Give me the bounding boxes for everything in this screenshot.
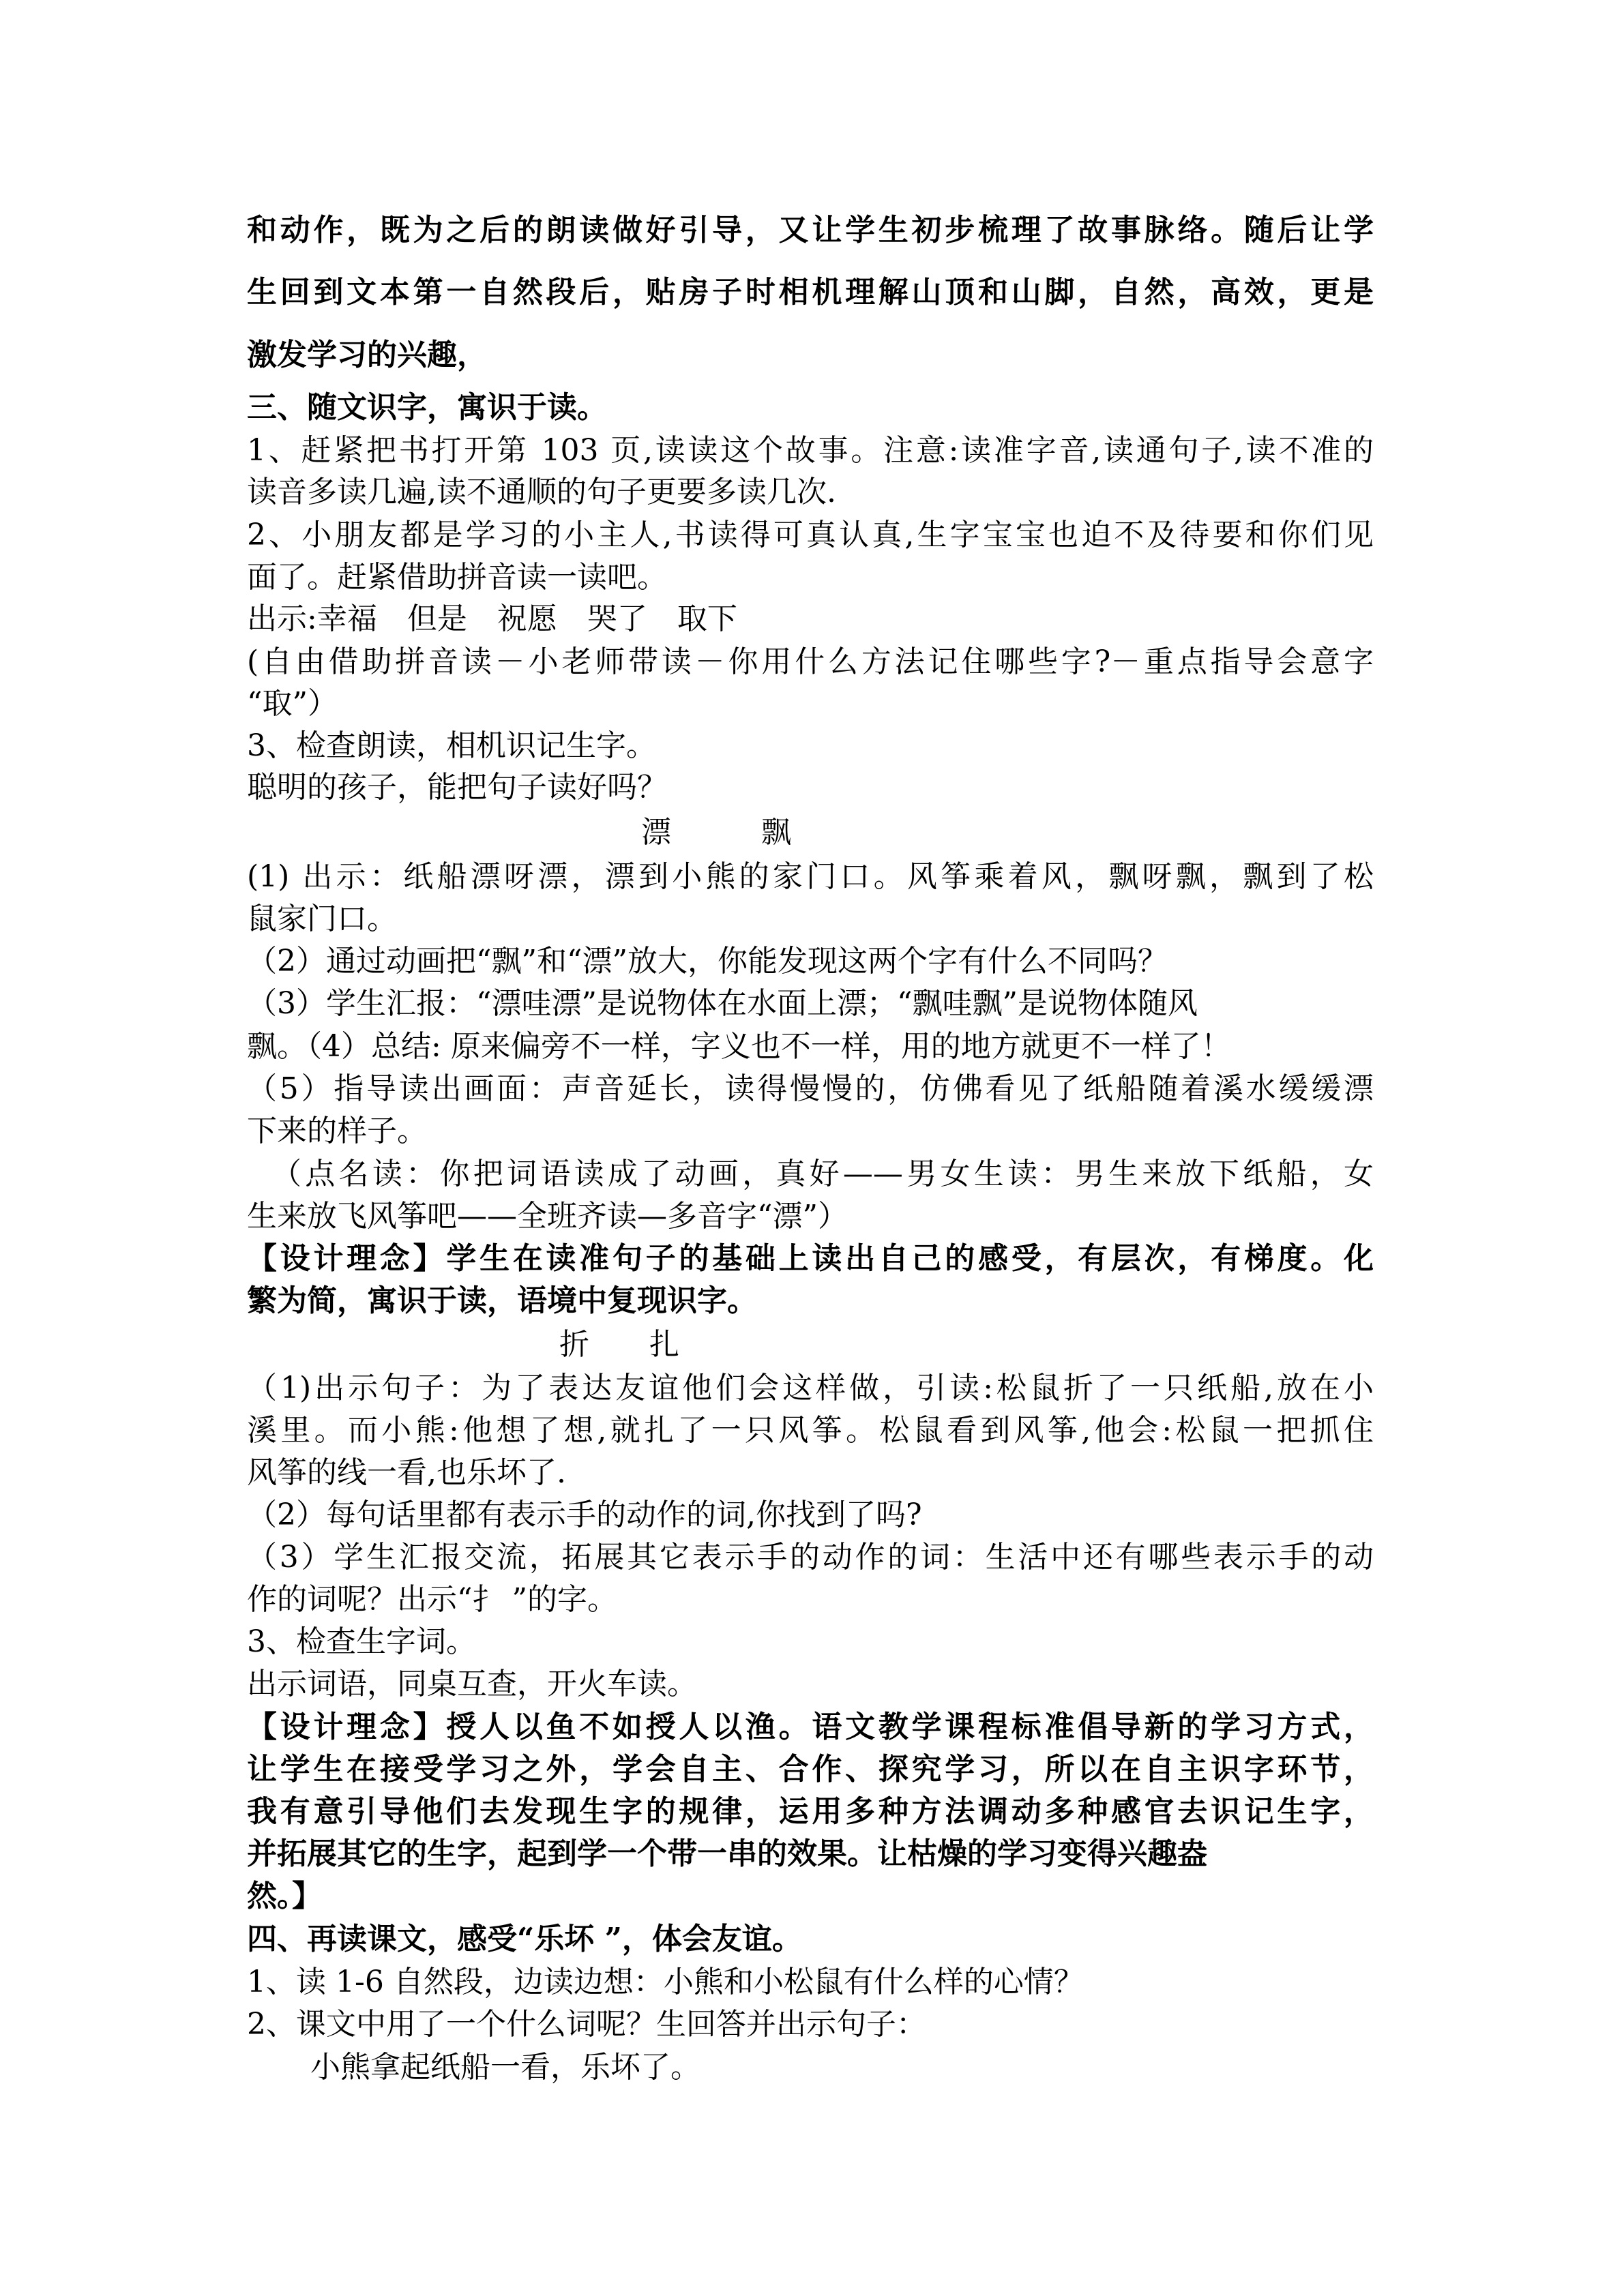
section-heading: 三、随文识字，寓识于读。	[247, 390, 607, 425]
paragraph-line: “取”）	[247, 686, 338, 721]
paragraph-line: （3）学生汇报：“漂哇漂”是说物体在水面上漂；“飘哇飘”是说物体随风	[247, 986, 1198, 1021]
design-note-line: 然。】	[247, 1879, 322, 1913]
design-note-line: 我有意引导他们去发现生字的规律，运用多种方法调动多种感官去识记生字，	[247, 1794, 1374, 1829]
quoted-sentence: 小熊拿起纸船一看，乐坏了。	[310, 2050, 700, 2085]
character-pair: 折 扎	[559, 1327, 679, 1362]
paragraph-line: 出示词语，同桌互查，开火车读。	[247, 1667, 697, 1701]
paragraph-line: (1) 出示：纸船漂呀漂，漂到小熊的家门口。风筝乘着风，飘呀飘，飘到了松	[247, 859, 1374, 894]
design-note-line: 并拓展其它的生字，起到学一个带一串的效果。让枯燥的学习变得兴趣盎	[247, 1836, 1207, 1871]
paragraph-line: （5）指导读出画面：声音延长，读得慢慢的，仿佛看见了纸船随着溪水缓缓漂	[247, 1071, 1374, 1106]
design-note-line: 【设计理念】授人以鱼不如授人以渔。语文教学课程标准倡导新的学习方式，	[247, 1710, 1374, 1744]
design-note-line: 繁为简，寓识于读，语境中复现识字。	[247, 1283, 757, 1318]
paragraph-line: 鼠家门口。	[247, 901, 397, 936]
paragraph-line: 1、赶紧把书打开第 103 页,读读这个故事。注意:读准字音,读通句子,读不准的	[247, 433, 1374, 468]
paragraph-line: （2）每句话里都有表示手的动作的词,你找到了吗?	[247, 1497, 922, 1532]
paragraph-line: 风筝的线一看,也乐坏了.	[247, 1455, 566, 1490]
paragraph-line: 溪里。而小熊:他想了想,就扎了一只风筝。松鼠看到风筝,他会:松鼠一把抓住	[247, 1413, 1374, 1448]
character-pair: 漂 飘	[641, 815, 791, 850]
paragraph-line: 3、检查朗读，相机识记生字。	[247, 728, 656, 763]
paragraph-line: （1)出示句子：为了表达友谊他们会这样做，引读:松鼠折了一只纸船,放在小	[247, 1371, 1374, 1405]
design-note-line: 让学生在接受学习之外，学会自主、合作、探究学习，所以在自主识字环节，	[247, 1752, 1374, 1787]
design-note-line: 【设计理念】学生在读准句子的基础上读出自己的感受，有层次，有梯度。化	[247, 1241, 1374, 1276]
paragraph-line: 下来的样子。	[247, 1114, 427, 1148]
paragraph-line: (自由借助拼音读－小老师带读－你用什么方法记住哪些字?－重点指导会意字	[247, 644, 1374, 679]
paragraph-line: （点名读：你把词语读成了动画，真好——男女生读：男生来放下纸船，女	[271, 1157, 1374, 1191]
paragraph-line: 聪明的孩子，能把句子读好吗？	[247, 770, 667, 805]
section-heading: 四、再读课文，感受“乐坏 ”，体会友谊。	[247, 1922, 802, 1956]
paragraph-line: 生回到文本第一自然段后，贴房子时相机理解山顶和山脚，自然，高效，更是	[247, 275, 1374, 310]
paragraph-line: 2、课文中用了一个什么词呢？生回答并出示句子：	[247, 2007, 926, 2042]
paragraph-line: 作的词呢？出示“扌 ”的字。	[247, 1582, 617, 1617]
paragraph-line: 出示:幸福 但是 祝愿 哭了 取下	[247, 601, 737, 636]
paragraph-line: （2）通过动画把“飘”和“漂”放大，你能发现这两个字有什么不同吗？	[247, 944, 1168, 979]
paragraph-line: （3）学生汇报交流，拓展其它表示手的动作的词：生活中还有哪些表示手的动	[247, 1540, 1374, 1575]
paragraph-line: 2、小朋友都是学习的小主人,书读得可真认真,生字宝宝也迫不及待要和你们见	[247, 518, 1374, 552]
paragraph-line: 读音多读几遍,读不通顺的句子更要多读几次.	[247, 475, 836, 509]
paragraph-line: 面了。赶紧借助拼音读一读吧。	[247, 560, 667, 595]
paragraph-line: 和动作，既为之后的朗读做好引导，又让学生初步梳理了故事脉络。随后让学	[247, 213, 1374, 248]
paragraph-line: 1、读 1-6 自然段，边读边想：小熊和小松鼠有什么样的心情？	[247, 1965, 1084, 1999]
paragraph-line: 生来放飞风筝吧——全班齐读—多音字“漂”）	[247, 1199, 848, 1234]
paragraph-line: 3、检查生字词。	[247, 1624, 476, 1659]
paragraph-line: 激发学习的兴趣，	[247, 338, 487, 372]
paragraph-line: 飘。（4）总结: 原来偏旁不一样，字义也不一样，用的地方就更不一样了！	[247, 1029, 1231, 1064]
